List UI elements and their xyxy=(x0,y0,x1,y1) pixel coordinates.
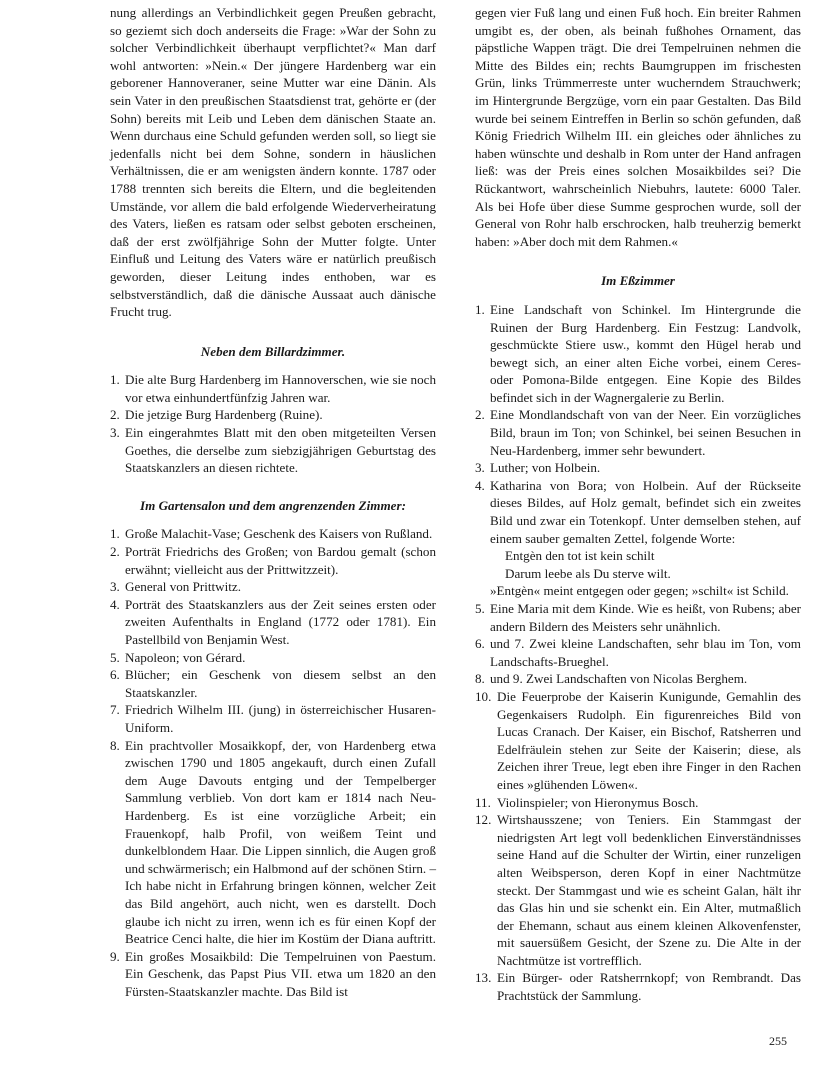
billardzimmer-list xyxy=(110,371,436,477)
heading-gartensalon: Im Gartensalon und dem angrenzenden Zimmer: xyxy=(140,497,406,513)
gartensalon-list xyxy=(110,525,436,1000)
list-item: 3. Ein eingerahmtes Blatt mit den oben mitgeteilten Versen Goethes, die derselbe zum siebzigjährigen Geburtstag des Staatskanzlers an diesen richtete. xyxy=(110,425,436,476)
left-column xyxy=(110,4,436,1000)
list-item: 12. Wirtshausszene; von Teniers. Ein Stammgast der niedrigsten Art legt voll bedenklichen Einverständnisses seine Hand auf die Schulter der Wirtin, einer runzeligen alten Weibsperson, deren Kopf in einer Nachtmütze steckt. Der Stammgast und wie es scheint Galan, hält ihr das Glas hin und sie schenkt ein. Ein Alter, mutmaßlich der Ehemann, schaut aus einem kleinen Alkovenfenster, mit sauersüßem Gesicht, der Szene zu. Die Alte in der Nachtmütze ist vortrefflich. xyxy=(475,812,801,968)
left-intro-paragraph: nung allerdings an Verbindlichkeit gegen Preußen gebracht, so geziemt sich doch anderseits die Frage: »War der Sohn zu solcher Verbindlichkeit überhaupt verpflichtet?« Man darf wohl antworten: »Nein.« Der jüngere Hardenberg war ein geborener Hannoveraner, seine Mutter war eine Dänin. Als sein Vater in den preußischen Staatsdienst trat, gehörte er (der Sohn) bereits mit Leib und Leben dem dänischen Staate an. Wenn durchaus eine Schuld gefunden werden soll, so liegt sie jedenfalls nicht bei dem Sohne, sondern in häuslichen Verhältnissen, die er am wenigsten ändern konnte. 1787 oder 1788 trennten sich bereits die Eltern, und die begleitenden Umstände, vor allem die bald erfolgende Wiederverheiratung des Vaters, ließen es ratsam oder selbst geboten erscheinen, daß der erst zwölfjährige Sohn der Mutter folgte. Unter Einfluß und Leitung des Vaters wäre er natürlich preußisch geworden, dieser Leitung indes enthoben, war es selbstverständlich, daß die dänische Aussaat auch dänische Frucht trug. xyxy=(110,5,436,320)
page-number: 255 xyxy=(769,1034,787,1048)
list-item: 10. Die Feuerprobe der Kaiserin Kunigunde, Gemahlin des Gegenkaisers Rudolph. Ein figurenreiches Bild von Lucas Cranach. Der Kaiser, ein Bischof, Ratsherren und Edelfräulein stehen zur Seite der Kaiserin; diese, als Zeichen ihrer Treue, legt eben ihre Finger in den Rachen eines »glühenden Löwen«. xyxy=(475,688,801,792)
heading-esszimmer: Im Eßzimmer xyxy=(601,273,675,289)
esszimmer-list-cont xyxy=(475,600,801,1005)
list-item: 2. Eine Mondlandschaft von van der Neer. Ein vorzügliches Bild, braun im Ton; von Schinkel, bei seinen Besuchen in Neu-Hardenberg, immer sehr bewundert. xyxy=(475,407,801,458)
list-item: 3. Luther; von Holbein. xyxy=(475,460,601,476)
list-item: 13. Ein Bürger- oder Ratsherrnkopf; von Rembrandt. Das Prachtstück der Sammlung. xyxy=(475,970,801,1004)
heading-billardzimmer: Neben dem Billardzimmer. xyxy=(200,343,346,359)
list-item: 4. Katharina von Bora; von Holbein. Auf der Rückseite dieses Bildes, auf Holz gemalt, befindet sich ein zweites Bild und zwar ein Totenkopf. Unter demselben stehen, auf einem sauber gemalten Zettel, folgende Worte: Entgèn den tot ist kein schilt Darum leebe als Du sterve wilt. xyxy=(475,477,801,581)
list-item: 3. General von Prittwitz. xyxy=(110,579,241,595)
list-item: 6. Blücher; ein Geschenk von diesem selbst an den Staatskanzler. xyxy=(110,667,436,700)
list-item: 2. Porträt Friedrichs des Großen; von Bardou gemalt (schon erwähnt; vielleicht aus der Prittwitzzeit). xyxy=(110,544,436,577)
verse-block: Entgèn den tot ist kein schilt Darum leebe als Du sterve wilt. xyxy=(505,548,671,581)
list-item: 1. Große Malachit-Vase; Geschenk des Kaisers von Rußland. xyxy=(110,526,433,542)
list-item: 1. Die alte Burg Hardenberg im Hannoverschen, wie sie noch vor etwa einhundertfünfzig Jahren war. xyxy=(110,372,436,405)
list-item: 9. Ein großes Mosaikbild: Die Tempelruinen von Paestum. Ein Geschenk, das Papst Pius VII. etwa um 1820 an den Fürsten-Staatskanzler machte. Das Bild ist xyxy=(110,948,436,999)
list-item: 6. und 7. Zwei kleine Landschaften, sehr blau im Ton, vom Landschafts-Brueghel. xyxy=(475,636,801,669)
right-column xyxy=(475,4,801,1005)
list-item: 8. und 9. Zwei Landschaften von Nicolas Berghem. xyxy=(475,671,748,687)
list-item: 5. Eine Maria mit dem Kinde. Wie es heißt, von Rubens; aber andern Bildern des Meisters sehr unähnlich. xyxy=(475,601,801,634)
list-item: 11. Violinspieler; von Hieronymus Bosch. xyxy=(475,794,699,810)
list-item: 8. Ein prachtvoller Mosaikkopf, der, von Hardenberg etwa zwischen 1790 und 1805 angekauft, durch einen Zufall dem Auge Davouts entging und der Tempelberger Sammlung verblieb. Von dort kam er 1814 nach Neu-Hardenberg. Es ist eine vorzügliche Arbeit; ein Frauenkopf, halb Profil, von weißem Teint und dunkelblondem Haar. Die Lippen sinnlich, die Augen groß und schwärmerisch; ein Halbmond auf der schönen Stirn. – Ich habe nicht in Erfahrung bringen können, welcher Zeit das Bild angehört, auch nicht, wen es darstellt. Doch glaube ich nicht zu irren, wenn ich es für einen Kopf der Beatrice Cenci halte, die hier im Kostüm der Diana auftritt. xyxy=(110,737,436,947)
esszimmer-list xyxy=(475,301,801,583)
list-item: 7. Friedrich Wilhelm III. (jung) in österreichischer Husaren-Uniform. xyxy=(110,702,436,735)
list-item: 1. Eine Landschaft von Schinkel. Im Hintergrunde die Ruinen der Burg Hardenberg. Ein Festzug: Landvolk, geschmückte Stiere usw., kommt den Hügel herab und bewegt sich, an einer alten Eiche vorbei, einem Ceres- oder Pomona-Bilde entgegen. Eine Kopie des Bildes befindet sich in der Wagnergalerie zu Berlin. xyxy=(475,301,801,405)
list-item: 5. Napoleon; von Gérard. xyxy=(110,649,246,665)
list-item: 4. Porträt des Staatskanzlers aus der Zeit seines ersten oder zweiten Aufenthalts in England (1772 oder 1781). Ein Pastellbild von Benjamin West. xyxy=(110,596,436,647)
right-intro-paragraph: gegen vier Fuß lang und einen Fuß hoch. Ein breiter Rahmen umgibt es, der oben, als beinah fußhohes Ornament, das päpstliche Wappen trägt. Die drei Tempelruinen nehmen die Mitte des Bildes ein; rechts Baumgruppen im frischesten Grün, links Trümmerreste unter wucherndem Strauchwerk; im Hintergrunde Bergzüge, vorn ein paar Gestalten. Das Bild wurde bei seinem Eintreffen in Berlin so schön gefunden, daß König Friedrich Wilhelm III. ein gleiches oder ähnliches zu haben wünschte und deshalb in Rom unter der Hand anfragen ließ: was der Preis eines solchen Mosaikbildes sei? Die Rückantwort, wahrscheinlich Niebuhrs, lautete: 6000 Taler. Als bei Hofe über diese Summe gesprochen wurde, soll der General von Rohr halb erschrocken, halb treuherzig bemerkt haben: »Aber doch mit dem Rahmen.« xyxy=(475,5,801,249)
list-item: 2. Die jetzige Burg Hardenberg (Ruine). xyxy=(110,407,323,423)
verse-note: »Entgèn« meint entgegen oder gegen; »schilt« ist Schild. xyxy=(490,583,789,599)
